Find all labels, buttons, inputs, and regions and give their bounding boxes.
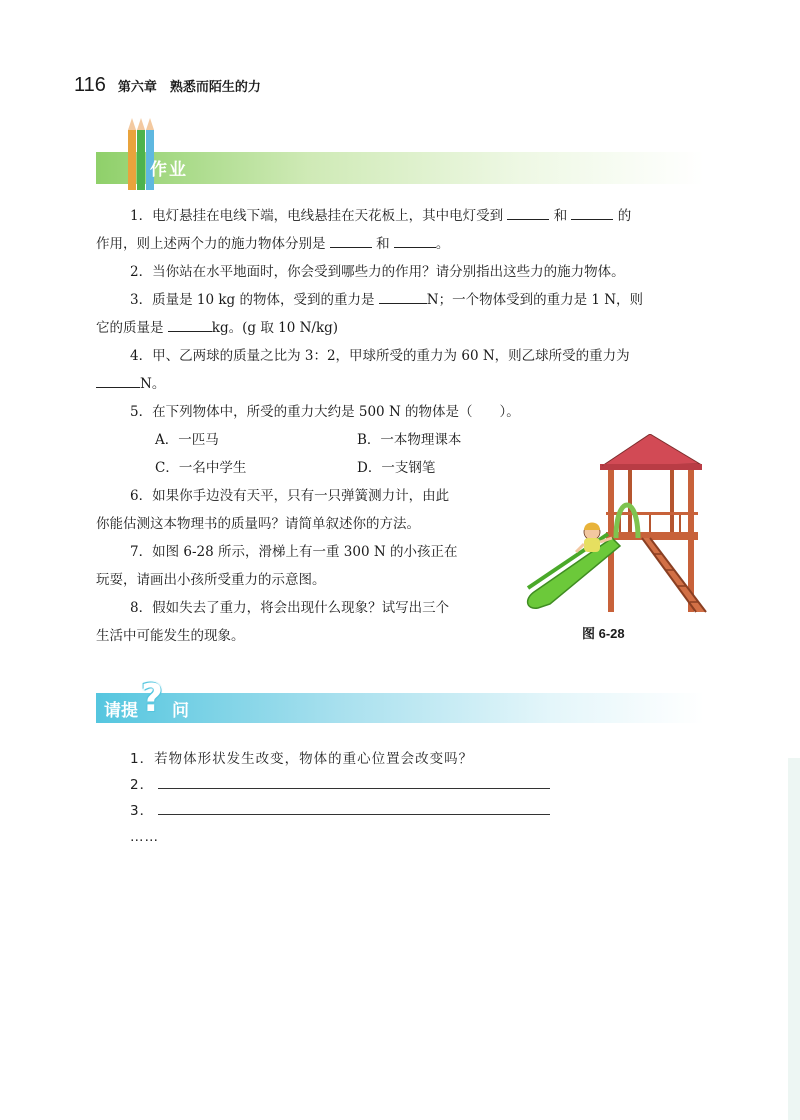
option-c: C．一名中学生 (155, 460, 247, 476)
page-edge-stripe (788, 758, 800, 1120)
figure-caption: 图 6-28 (582, 626, 625, 641)
question-4-line-2: N。 (96, 370, 165, 398)
option-d: D．一支钢笔 (357, 460, 436, 476)
answer-blank[interactable] (168, 317, 212, 332)
question-2: 2．当你站在水平地面时，你会受到哪些力的作用？请分别指出这些力的施力物体。 (130, 264, 625, 280)
question-3-line-1: 3．质量是 10 kg 的物体，受到的重力是 N；一个物体受到的重力是 1 N，则 (130, 286, 643, 314)
ask-ellipsis: …… (130, 829, 159, 845)
ask-item-3: 3． (130, 798, 550, 824)
answer-blank[interactable] (571, 205, 613, 220)
answer-blank[interactable] (394, 233, 436, 248)
question-6-line-1: 6．如果你手边没有天平，只有一只弹簧测力计，由此 (130, 488, 450, 504)
option-b: B．一本物理课本 (357, 432, 462, 448)
option-a: A．一匹马 (155, 432, 219, 448)
answer-line[interactable] (158, 774, 550, 789)
page-number: 116 (74, 74, 106, 96)
question-5: 5．在下列物体中，所受的重力大约是 500 N 的物体是（ ）。 (130, 404, 520, 420)
answer-blank[interactable] (96, 373, 140, 388)
answer-line[interactable] (158, 800, 550, 815)
question-4-line-1: 4．甲、乙两球的质量之比为 3：2，甲球所受的重力为 60 N，则乙球所受的重力为 (130, 348, 630, 364)
question-7-line-1: 7．如图 6-28 所示，滑梯上有一重 300 N 的小孩正在 (130, 544, 458, 560)
answer-blank[interactable] (379, 289, 427, 304)
ask-item-1: 1．若物体形状发生改变，物体的重心位置会改变吗？ (130, 751, 474, 767)
question-1-line-1: 1．电灯悬挂在电线下端，电线悬挂在天花板上，其中电灯受到 和 的 (130, 202, 631, 230)
question-mark-icon: ? (141, 676, 164, 720)
question-3-line-2: 它的质量是 kg。(g 取 10 N/kg) (96, 314, 338, 342)
homework-title: 作业 (150, 160, 188, 180)
question-1-line-2: 作用，则上述两个力的施力物体分别是 和 。 (96, 230, 449, 258)
ask-title-left: 请提 (104, 701, 138, 721)
question-6-line-2: 你能估测这本物理书的质量吗？请简单叙述你的方法。 (96, 516, 420, 532)
slide-playground-illustration (520, 434, 710, 624)
ask-title-right: 问 (172, 701, 189, 721)
ask-item-2: 2． (130, 772, 550, 798)
answer-blank[interactable] (330, 233, 372, 248)
answer-blank[interactable] (507, 205, 549, 220)
page-header (74, 74, 261, 97)
question-8-line-1: 8．假如失去了重力，将会出现什么现象？试写出三个 (130, 600, 450, 616)
question-7-line-2: 玩耍，请画出小孩所受重力的示意图。 (96, 572, 326, 588)
chapter-title: 第六章 熟悉而陌生的力 (117, 80, 261, 95)
question-8-line-2: 生活中可能发生的现象。 (96, 628, 245, 644)
